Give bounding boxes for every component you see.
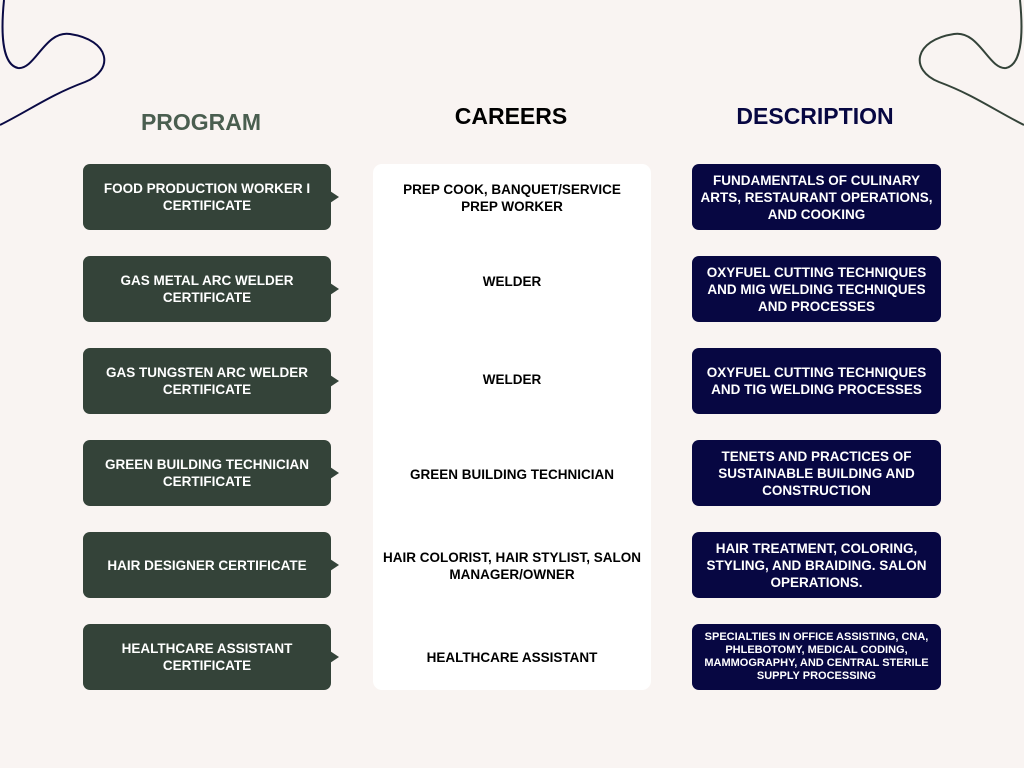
program-box: GAS METAL ARC WELDER CERTIFICATE [83, 256, 331, 322]
description-header: DESCRIPTION [736, 103, 894, 129]
careers-panel [373, 164, 651, 690]
description-box: HAIR TREATMENT, COLORING, STYLING, AND BRAIDING. SALON OPERATIONS. [692, 532, 941, 598]
career-text: WELDER [482, 371, 542, 387]
career-text: GREEN BUILDING TECHNICIAN [409, 466, 614, 482]
description-box: OXYFUEL CUTTING TECHNIQUES AND TIG WELDING PROCESSES [692, 348, 941, 414]
description-box: OXYFUEL CUTTING TECHNIQUES AND MIG WELDING TECHNIQUES AND PROCESSES [692, 256, 941, 322]
description-box: FUNDAMENTALS OF CULINARY ARTS, RESTAURANT OPERATIONS, AND COOKING [692, 164, 941, 230]
program-box: HAIR DESIGNER CERTIFICATE [83, 532, 331, 598]
program-box: GAS TUNGSTEN ARC WELDER CERTIFICATE [83, 348, 331, 414]
program-box: FOOD PRODUCTION WORKER I CERTIFICATE [83, 164, 331, 230]
career-text: HAIR COLORIST, HAIR STYLIST, SALON MANAGER/OWNER [383, 550, 642, 582]
careers-header: CAREERS [454, 103, 568, 129]
program-box: GREEN BUILDING TECHNICIAN CERTIFICATE [83, 440, 331, 506]
description-box: SPECIALTIES IN OFFICE ASSISTING, CNA, PHLEBOTOMY, MEDICAL CODING, MAMMOGRAPHY, AND CENTRAL STERILE SUPPLY PROCESSING [692, 624, 941, 690]
description-box: TENETS AND PRACTICES OF SUSTAINABLE BUILDING AND CONSTRUCTION [692, 440, 941, 506]
career-text: PREP COOK, BANQUET/SERVICE PREP WORKER [403, 182, 621, 214]
career-text: HEALTHCARE ASSISTANT [426, 649, 598, 665]
program-box: HEALTHCARE ASSISTANT CERTIFICATE [83, 624, 331, 690]
program-header: PROGRAM [140, 109, 262, 135]
career-text: WELDER [482, 273, 542, 289]
